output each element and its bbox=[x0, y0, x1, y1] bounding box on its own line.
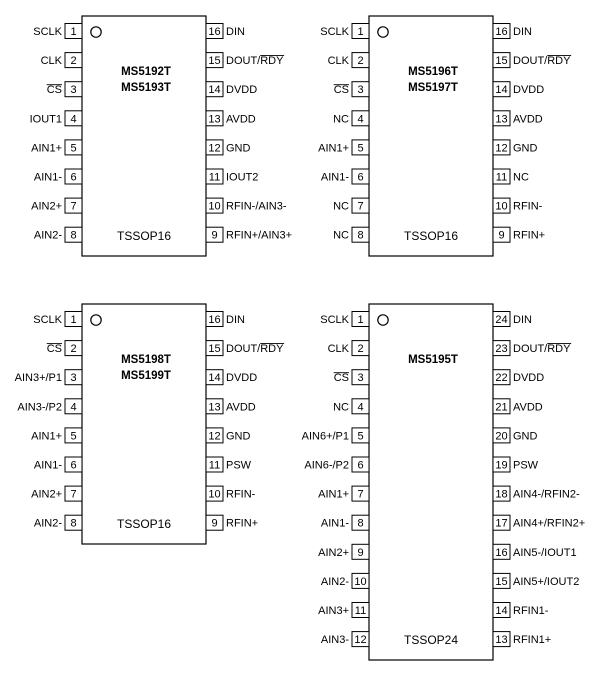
pin-number: 19 bbox=[495, 459, 508, 472]
pin-label bbox=[513, 343, 571, 355]
pin-label-prefix: DOUT/ bbox=[513, 343, 548, 356]
pin-number: 13 bbox=[495, 113, 508, 126]
pin-left bbox=[31, 198, 82, 213]
pin-label: SCLK bbox=[320, 26, 349, 38]
pin-number: 1 bbox=[357, 314, 364, 326]
pin-number: 15 bbox=[495, 55, 508, 68]
pin-number: 7 bbox=[70, 488, 77, 501]
pin-right bbox=[206, 312, 245, 327]
pin-label: GND bbox=[226, 142, 251, 155]
pin1-marker-icon bbox=[91, 315, 101, 325]
pin-number: 7 bbox=[357, 488, 364, 501]
part-number: MS5192T bbox=[121, 66, 171, 78]
pin-number: 10 bbox=[208, 200, 221, 213]
pin-right bbox=[206, 53, 284, 68]
pin-label: AIN4-/RFIN2- bbox=[513, 488, 580, 501]
pin-label: SCLK bbox=[33, 314, 62, 326]
pin1-marker-icon bbox=[378, 27, 388, 37]
pin-label: AIN5+/IOUT2 bbox=[513, 575, 580, 588]
pin-label: NC bbox=[333, 200, 349, 213]
pin-label: CS bbox=[46, 343, 62, 356]
pin-label: NC bbox=[513, 171, 529, 184]
pin-label: GND bbox=[513, 430, 538, 443]
pin-left bbox=[320, 312, 369, 327]
pin-left bbox=[31, 428, 82, 443]
pin-label: AIN2+ bbox=[31, 200, 62, 213]
pin-label: DVDD bbox=[513, 372, 545, 385]
pin-label: AIN2+ bbox=[318, 546, 349, 559]
pin-label: AIN1- bbox=[320, 171, 349, 184]
pin-number: 9 bbox=[357, 546, 364, 559]
pin-number: 10 bbox=[208, 488, 221, 501]
pin-number: 16 bbox=[208, 26, 221, 38]
pin-left bbox=[30, 111, 82, 126]
pin-left bbox=[302, 428, 369, 443]
part-number: MS5199T bbox=[121, 370, 171, 382]
pin-label: PSW bbox=[226, 459, 252, 472]
pin-left bbox=[31, 140, 82, 155]
pin-label: AIN2- bbox=[33, 517, 62, 530]
pin-label: AIN6-/P2 bbox=[304, 459, 349, 472]
pin-label-overlined: RDY bbox=[260, 343, 284, 356]
pin-label: AIN5-/IOUT1 bbox=[513, 546, 577, 559]
pin-number: 12 bbox=[208, 142, 221, 155]
pin-label: AVDD bbox=[226, 401, 256, 414]
pin-label: AVDD bbox=[513, 401, 543, 414]
pin-label: RFIN- bbox=[513, 200, 543, 213]
pin-left bbox=[47, 82, 82, 97]
pin-number: 12 bbox=[208, 430, 221, 443]
pin-right bbox=[493, 341, 571, 356]
pin-right bbox=[206, 227, 292, 242]
pin-label-prefix: DOUT/ bbox=[513, 55, 548, 68]
pin-left bbox=[321, 515, 369, 530]
pin-label: CLK bbox=[327, 343, 349, 356]
pin-right bbox=[206, 140, 251, 155]
pin-number: 1 bbox=[70, 314, 77, 326]
pin-label: CLK bbox=[327, 55, 349, 68]
pin-left bbox=[320, 24, 369, 39]
pin-number: 11 bbox=[354, 605, 367, 617]
pin-number: 1 bbox=[357, 26, 364, 38]
pin-right bbox=[206, 24, 245, 39]
pin-left bbox=[321, 573, 369, 588]
pin-label: AIN2- bbox=[33, 229, 62, 242]
pin-right bbox=[493, 24, 532, 39]
pin-number: 2 bbox=[70, 343, 77, 356]
pin-label: AIN1- bbox=[33, 171, 62, 184]
pin-right bbox=[493, 312, 532, 327]
pin-number: 9 bbox=[211, 517, 218, 530]
pin-number: 14 bbox=[208, 84, 221, 97]
pin-number: 4 bbox=[70, 113, 77, 126]
pin-number: 1 bbox=[70, 26, 77, 38]
pin-number: 2 bbox=[357, 343, 364, 356]
pin-left bbox=[41, 53, 82, 68]
pin-right bbox=[493, 82, 544, 97]
pin-number: 12 bbox=[495, 142, 508, 155]
pin-right bbox=[493, 140, 538, 155]
pin-label: DIN bbox=[226, 26, 245, 38]
pin-left bbox=[33, 24, 82, 39]
part-number: MS5195T bbox=[408, 354, 458, 366]
pin-label: RFIN1+ bbox=[513, 634, 552, 647]
pin-label: CS bbox=[333, 84, 349, 97]
pin-left bbox=[318, 486, 369, 501]
pin-number: 4 bbox=[357, 113, 364, 126]
pin-label: CLK bbox=[40, 55, 62, 68]
pin-label: GND bbox=[513, 142, 538, 155]
pin-left bbox=[34, 227, 82, 242]
pin-label: AIN3+/P1 bbox=[14, 372, 62, 385]
pin-number: 11 bbox=[208, 171, 221, 184]
pin-left bbox=[328, 341, 369, 356]
pin-right bbox=[493, 399, 543, 414]
pin-number: 18 bbox=[495, 488, 508, 501]
pin-label: CS bbox=[333, 372, 349, 385]
part-number: MS5196T bbox=[408, 66, 458, 78]
pin-number: 13 bbox=[208, 401, 221, 414]
pin-label: DVDD bbox=[226, 84, 258, 97]
pin-label: RFIN+/AIN3+ bbox=[226, 229, 293, 242]
pin-label: AVDD bbox=[226, 113, 256, 126]
pin-number: 16 bbox=[208, 314, 221, 326]
pin-number: 6 bbox=[70, 171, 77, 184]
pin-number: 14 bbox=[495, 605, 508, 617]
pin-number: 8 bbox=[357, 517, 364, 530]
pin-label: NC bbox=[333, 113, 349, 126]
pin-number: 14 bbox=[495, 84, 508, 97]
pin-label: AIN1+ bbox=[318, 488, 349, 501]
pin-left bbox=[47, 341, 82, 356]
pin-number: 8 bbox=[357, 229, 364, 242]
pin-left bbox=[321, 169, 369, 184]
pin-number: 9 bbox=[211, 229, 218, 242]
chip-body bbox=[82, 304, 206, 544]
pin-number: 5 bbox=[357, 142, 364, 155]
pin-number: 13 bbox=[208, 113, 221, 126]
pin-label-prefix: DOUT/ bbox=[226, 343, 261, 356]
pin-number: 17 bbox=[495, 517, 508, 530]
pin-number: 2 bbox=[357, 55, 364, 68]
pin-right bbox=[206, 457, 252, 472]
pin-right bbox=[493, 227, 545, 242]
pin-number: 13 bbox=[495, 634, 508, 647]
pin-right bbox=[493, 515, 585, 530]
pin-number: 7 bbox=[70, 200, 77, 213]
pin-right bbox=[206, 428, 251, 443]
pin-left bbox=[333, 111, 369, 126]
pin-left bbox=[333, 227, 369, 242]
pin1-marker-icon bbox=[378, 315, 388, 325]
pin-right bbox=[493, 457, 539, 472]
pin-label: NC bbox=[333, 401, 349, 414]
pin-number: 20 bbox=[495, 430, 508, 443]
pin-label: AIN2+ bbox=[31, 488, 62, 501]
pin-right bbox=[206, 486, 256, 501]
pin-label: AIN3+ bbox=[318, 605, 349, 617]
pin-left bbox=[318, 140, 369, 155]
pin-label: DIN bbox=[513, 314, 532, 326]
pin-right bbox=[493, 169, 529, 184]
pin-number: 3 bbox=[357, 372, 364, 385]
pin-label-overlined: RDY bbox=[260, 55, 284, 68]
pin-number: 2 bbox=[70, 55, 77, 68]
pin-label: AIN3- bbox=[320, 634, 349, 647]
pin-label: AIN1- bbox=[33, 459, 62, 472]
pin-label: SCLK bbox=[320, 314, 349, 326]
pin-right bbox=[493, 370, 544, 385]
package-label: TSSOP16 bbox=[116, 517, 172, 531]
pin-label: AIN1+ bbox=[31, 430, 62, 443]
pin-right bbox=[206, 399, 256, 414]
chip-body bbox=[369, 16, 493, 256]
pin-label-overlined: RDY bbox=[547, 343, 571, 356]
pin-label: PSW bbox=[513, 459, 539, 472]
pin-label: RFIN- bbox=[226, 488, 256, 501]
pin-label: AVDD bbox=[513, 113, 543, 126]
pin-label: RFIN-/AIN3- bbox=[226, 200, 287, 213]
pin-left bbox=[15, 370, 82, 385]
pin-label: AIN1+ bbox=[31, 142, 62, 155]
pin-number: 23 bbox=[495, 343, 508, 356]
pin-number: 3 bbox=[70, 372, 77, 385]
pin-label: GND bbox=[226, 430, 251, 443]
pin-number: 6 bbox=[357, 171, 364, 184]
pin-right bbox=[493, 111, 543, 126]
pin-number: 10 bbox=[354, 575, 367, 588]
pin-number: 3 bbox=[357, 84, 364, 97]
ic-chip-4 bbox=[302, 304, 586, 660]
pin-label: IOUT1 bbox=[29, 113, 62, 126]
pin-right bbox=[493, 632, 551, 647]
pin-left bbox=[304, 457, 369, 472]
pin-label: AIN3-/P2 bbox=[17, 401, 62, 414]
pin-number: 12 bbox=[354, 634, 367, 647]
pin-number: 5 bbox=[70, 430, 77, 443]
pin-label: AIN2- bbox=[320, 575, 349, 588]
pin-label bbox=[226, 55, 284, 67]
pin-label: AIN4+/RFIN2+ bbox=[513, 517, 586, 530]
ic-chip-2 bbox=[318, 16, 571, 256]
pin-right bbox=[206, 198, 287, 213]
pin-label: AIN1- bbox=[320, 517, 349, 530]
pin-right bbox=[493, 428, 538, 443]
pin-number: 5 bbox=[70, 142, 77, 155]
pin-number: 6 bbox=[70, 459, 77, 472]
pin-right bbox=[493, 544, 577, 559]
pin-right bbox=[493, 53, 571, 68]
pin-right bbox=[206, 341, 284, 356]
pin-left bbox=[31, 486, 82, 501]
pin-number: 10 bbox=[495, 200, 508, 213]
pin-left bbox=[318, 603, 369, 618]
part-number: MS5193T bbox=[121, 82, 171, 94]
pin-number: 3 bbox=[70, 84, 77, 97]
ic-chip-3 bbox=[15, 304, 285, 544]
pin-number: 7 bbox=[357, 200, 364, 213]
pin-label-prefix: DOUT/ bbox=[226, 55, 261, 68]
package-label: TSSOP16 bbox=[403, 229, 459, 243]
pin-number: 15 bbox=[208, 55, 221, 68]
pin-right bbox=[493, 603, 549, 618]
pin-left bbox=[333, 198, 369, 213]
pin-left bbox=[328, 53, 369, 68]
pin-right bbox=[493, 198, 543, 213]
pin-left bbox=[34, 169, 82, 184]
pin-label bbox=[226, 343, 284, 355]
pin1-marker-icon bbox=[91, 27, 101, 37]
pin-right bbox=[493, 573, 579, 588]
pin-left bbox=[318, 544, 369, 559]
pin-left bbox=[333, 399, 369, 414]
pin-number: 11 bbox=[495, 171, 508, 184]
part-number: MS5197T bbox=[408, 82, 458, 94]
pin-number: 14 bbox=[208, 372, 221, 385]
pin-number: 21 bbox=[495, 401, 508, 414]
pin-left bbox=[321, 632, 369, 647]
pin-left bbox=[334, 82, 369, 97]
pin-number: 9 bbox=[498, 229, 505, 242]
pin-number: 6 bbox=[357, 459, 364, 472]
pin-right bbox=[206, 370, 257, 385]
part-number: MS5198T bbox=[121, 354, 171, 366]
pin-number: 4 bbox=[357, 401, 364, 414]
pin-label-overlined: RDY bbox=[547, 55, 571, 68]
ic-chip-1 bbox=[30, 16, 292, 256]
pin-left bbox=[34, 515, 82, 530]
pin-number: 15 bbox=[495, 575, 508, 588]
pin-number: 5 bbox=[357, 430, 364, 443]
pin-number: 11 bbox=[208, 459, 221, 472]
pin-label: RFIN1- bbox=[513, 605, 549, 617]
pin-label: SCLK bbox=[33, 26, 62, 38]
pin-right bbox=[206, 82, 257, 97]
chip-body bbox=[82, 16, 206, 256]
pin-label: CS bbox=[46, 84, 62, 97]
pin-right bbox=[206, 515, 258, 530]
pin-label: RFIN+ bbox=[513, 229, 546, 242]
pin-label: DIN bbox=[226, 314, 245, 326]
package-label: TSSOP16 bbox=[116, 229, 172, 243]
pin-right bbox=[206, 169, 258, 184]
pin-label: IOUT2 bbox=[226, 171, 259, 184]
pin-label bbox=[513, 55, 571, 67]
pin-number: 15 bbox=[208, 343, 221, 356]
pin-label: AIN1+ bbox=[318, 142, 349, 155]
pin-label: AIN6+/P1 bbox=[301, 430, 349, 443]
pin-left bbox=[17, 399, 82, 414]
pin-label: DVDD bbox=[226, 372, 258, 385]
pin-number: 22 bbox=[495, 372, 508, 385]
pin-number: 8 bbox=[70, 229, 77, 242]
pin-label: DVDD bbox=[513, 84, 545, 97]
pin-number: 16 bbox=[495, 26, 508, 38]
pin-left bbox=[33, 312, 82, 327]
pin-label: NC bbox=[333, 229, 349, 242]
pin-left bbox=[34, 457, 82, 472]
pin-number: 8 bbox=[70, 517, 77, 530]
pin-label: DIN bbox=[513, 26, 532, 38]
pin-right bbox=[206, 111, 256, 126]
pin-number: 16 bbox=[495, 546, 508, 559]
pin-label: RFIN+ bbox=[226, 517, 259, 530]
pin-number: 24 bbox=[495, 314, 508, 326]
pin-right bbox=[493, 486, 580, 501]
pin-left bbox=[334, 370, 369, 385]
pin-number: 4 bbox=[70, 401, 77, 414]
package-label: TSSOP24 bbox=[403, 633, 459, 647]
